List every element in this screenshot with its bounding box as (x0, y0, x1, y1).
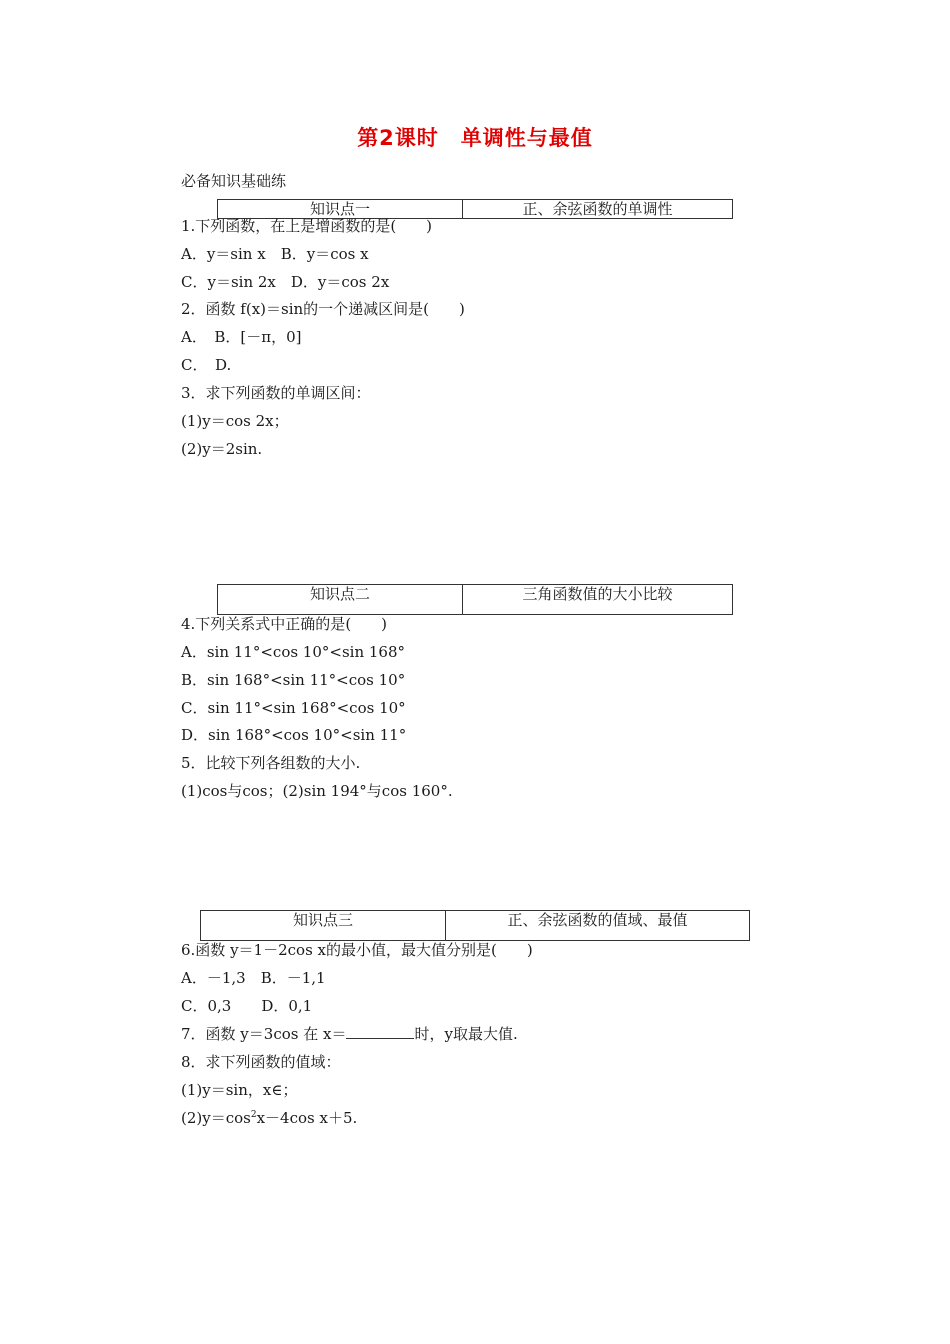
knowledge-topic: 正、余弦函数的单调性 (522, 200, 673, 218)
page-title: 第2课时 单调性与最值 (357, 126, 593, 150)
knowledge-topic: 正、余弦函数的值域、最值 (507, 911, 688, 929)
question-1-options-cd: C．y＝sin 2x D．y＝cos 2x (181, 273, 390, 291)
answer-blank[interactable] (346, 1024, 414, 1039)
question-8-part-2-text: (2)y＝cos (181, 1109, 251, 1127)
question-4-option-d: D．sin 168°<cos 10°<sin 11° (181, 726, 407, 744)
question-1: 1.下列函数，在上是增函数的是( ) (181, 217, 433, 235)
question-4-option-c: C．sin 11°<sin 168°<cos 10° (181, 699, 406, 717)
question-4-option-b: B．sin 168°<sin 11°<cos 10° (181, 671, 406, 689)
question-2: 2．函数 f(x)＝sin的一个递减区间是( ) (181, 300, 465, 318)
section-heading: 必备知识基础练 (181, 172, 287, 190)
question-8-part-1: (1)y＝sin，x∈； (181, 1081, 298, 1099)
question-4: 4.下列关系式中正确的是( ) (181, 615, 388, 633)
question-8-part-2-tail: x－4cos x＋5. (256, 1109, 358, 1127)
question-8: 8．求下列函数的值域： (181, 1053, 341, 1071)
question-5-parts: (1)cos与cos；(2)sin 194°与cos 160°. (181, 782, 453, 800)
question-3-part-2: (2)y＝2sin. (181, 440, 263, 458)
knowledge-topic: 三角函数值的大小比较 (522, 585, 673, 603)
question-8-part-2 (181, 1108, 357, 1128)
question-3-part-1: (1)y＝cos 2x； (181, 412, 289, 430)
knowledge-table-3 (200, 910, 750, 941)
question-5: 5．比较下列各组数的大小. (181, 754, 361, 772)
question-2-options-cd: C． D. (181, 356, 232, 374)
question-6-options-ab: A．－1,3 B．－1,1 (181, 969, 326, 987)
knowledge-point-label: 知识点三 (201, 911, 446, 940)
question-7-text-end: 时，y取最大值. (414, 1025, 518, 1043)
question-7-text: 7．函数 y＝3cos 在 x＝ (181, 1025, 347, 1043)
question-2-options-ab: A． B．[－π，0] (181, 328, 302, 346)
question-1-options-ab: A．y＝sin x B．y＝cos x (181, 245, 369, 263)
question-7 (181, 1024, 518, 1044)
exponent: 2 (250, 1110, 257, 1120)
knowledge-point-label: 知识点二 (218, 585, 463, 614)
question-6: 6.函数 y＝1－2cos x的最小值，最大值分别是( ) (181, 941, 533, 959)
question-6-options-cd: C．0,3 D．0,1 (181, 997, 313, 1015)
question-4-option-a: A．sin 11°<cos 10°<sin 168° (181, 643, 406, 661)
knowledge-table-2 (217, 584, 733, 615)
knowledge-point-label: 知识点一 (218, 200, 463, 218)
question-3: 3．求下列函数的单调区间： (181, 384, 371, 402)
